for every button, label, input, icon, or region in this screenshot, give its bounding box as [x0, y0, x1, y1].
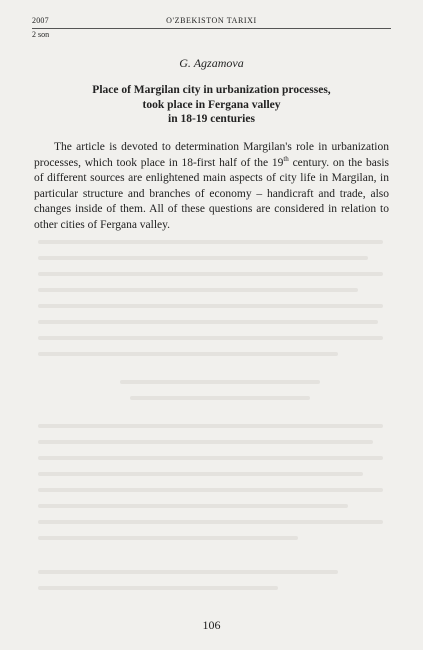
abstract-paragraph — [34, 140, 389, 233]
title-line: took place in Fergana valley — [142, 98, 281, 111]
abstract-superscript: th — [283, 154, 289, 163]
title-line: in 18-19 centuries — [168, 113, 255, 125]
page-number: 106 — [202, 618, 221, 632]
article-abstract — [34, 140, 389, 233]
header-rule — [32, 28, 391, 29]
header-year: 2007 — [32, 16, 49, 25]
header-journal-title: O'ZBEKISTON TARIXI — [166, 16, 257, 25]
abstract-text-start: The article is devoted to determination Margilan's role in urbanization processes, which took place in 18-first half of the 19 — [34, 141, 389, 169]
header-issue: 2 son — [32, 30, 50, 39]
abstract-text-end: century. on the basis of different sources are enlightened main aspects of city life in Margilan, in particular structure and branches of economy – handicraft and trade, also changes inside of them. All of these questions are considered in relation to other cities of Fergana valley. — [34, 156, 389, 231]
title-line: Place of Margilan city in urbanization processes, — [92, 84, 331, 96]
article-author: G. Agzamova — [179, 56, 244, 70]
article-title — [40, 83, 383, 127]
